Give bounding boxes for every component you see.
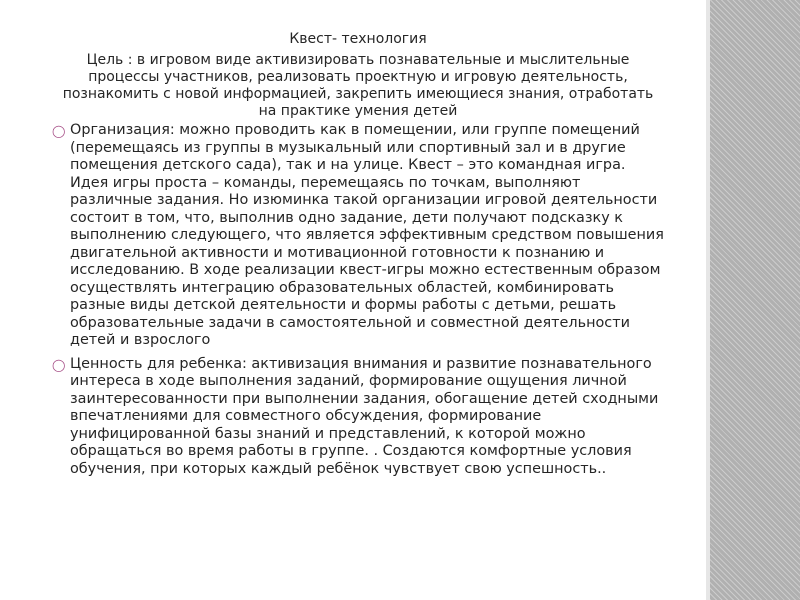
bullet-item-organization (52, 122, 664, 350)
goal-text: Цель : в игровом виде активизировать познавательные и мыслительные процессы участников, реализовать проектную и игровую деятельность, познакомить с новой информацией, закрепить имеющиеся знания, отработать на практике умения детей (62, 52, 654, 119)
bullet-item-value (52, 356, 664, 479)
decorative-side-stripe (710, 0, 800, 600)
bullet-text-organization: Организация: можно проводить как в помещении, или группе помещений (перемещаясь из группы в музыкальный или спортивный зал и в другие помещения детского сада), так и на улице. Квест – это командная игра. Идея игры проста – команды, перемещаясь по точкам, выполняют различные задания. Но изюминка такой организации игровой деятельности состоит в том, что, выполнив одно задание, дети получают подсказку к выполнению следующего, что является эффективным средством повышения двигательной активности и мотивационной готовности к познанию и исследованию. В ходе реализации квест-игры можно естественным образом осуществлять интеграцию образовательных областей, комбинировать разные виды детской деятельности и формы работы с детьми, решать образовательные задачи в самостоятельной и совместной деятельности детей и взрослого (70, 122, 664, 348)
slide-content (52, 30, 664, 484)
circle-bullet-icon: ◯ (52, 357, 66, 372)
bullet-list (52, 122, 664, 478)
slide-title: Квест- технология (289, 31, 427, 47)
bullet-text-value: Ценность для ребенка: активизация внимания и развитие познавательного интереса в ходе выполнения заданий, формирование ощущения личной заинтересованности при выполнении задания, обогащение детей сходными впечатлениями для совместного обсуждения, формирование унифицированной базы знаний и представлений, к которой можно обращаться во время работы в группе. . Создаются комфортные условия обучения, при которых каждый ребёнок чувствует свою успешность.. (70, 355, 659, 477)
circle-bullet-icon: ◯ (52, 124, 66, 138)
